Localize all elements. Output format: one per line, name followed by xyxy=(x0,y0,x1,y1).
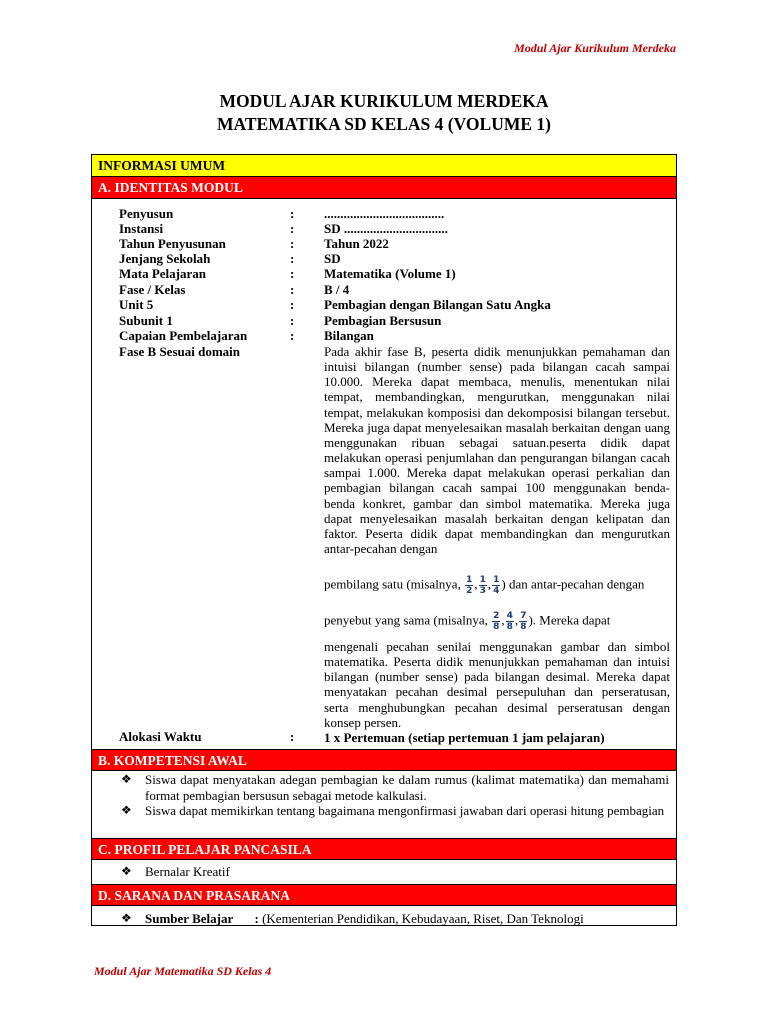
section-kompetensi-awal: B. KOMPETENSI AWAL xyxy=(92,749,676,771)
fraction-line-a-prefix: pembilang satu (misalnya, xyxy=(324,576,465,592)
title-line-2: MATEMATIKA SD KELAS 4 (VOLUME 1) xyxy=(217,114,551,134)
fraction-one-quarter: $\frac{1}{4}$ xyxy=(493,575,500,596)
title-line-1: MODUL AJAR KURIKULUM MERDEKA xyxy=(219,91,549,111)
value-subunit: Pembagian Bersusun xyxy=(324,313,442,328)
section-informasi-umum: INFORMASI UMUM xyxy=(92,155,676,177)
bullet-icon: ❖ xyxy=(121,803,132,817)
label-alokasi-waktu: Alokasi Waktu xyxy=(119,729,202,744)
colon: : xyxy=(290,251,295,266)
value-unit: Pembagian dengan Bilangan Satu Angka xyxy=(324,297,551,312)
value-capaian-domain: Bilangan xyxy=(324,328,374,343)
label-instansi: Instansi xyxy=(119,221,164,236)
footer-note: Modul Ajar Matematika SD Kelas 4 xyxy=(94,964,272,978)
fraction-line-b-suffix: ). Mereka dapat xyxy=(528,612,611,628)
label-capaian-pembelajaran: Capaian Pembelajaran xyxy=(119,328,248,343)
label-subunit: Subunit 1 xyxy=(119,313,173,328)
label-jenjang-sekolah: Jenjang Sekolah xyxy=(119,251,211,266)
value-jenjang-sekolah: SD xyxy=(324,251,341,266)
value-tahun-penyusunan: Tahun 2022 xyxy=(324,236,389,251)
label-unit: Unit 5 xyxy=(119,297,154,312)
bullet-icon: ❖ xyxy=(121,864,132,878)
colon: : xyxy=(290,266,295,281)
label-fase-kelas: Fase / Kelas xyxy=(119,282,186,297)
section-identitas-modul: A. IDENTITAS MODUL xyxy=(92,177,676,199)
kompetensi-item-1: Siswa dapat menyatakan adegan pembagian ke dalam rumus (kalimat matematika) dan memahami format pembagian bersusun sebagai metode kalkulasi. xyxy=(145,772,669,803)
fraction-line-b-prefix: penyebut yang sama (misalnya, xyxy=(324,612,492,628)
colon: : xyxy=(290,206,295,221)
fraction-two-eighths: $\frac{2}{8}$ xyxy=(493,611,500,632)
label-mata-pelajaran: Mata Pelajaran xyxy=(119,266,207,281)
colon: : xyxy=(290,221,295,236)
document-title xyxy=(0,90,768,136)
value-mata-pelajaran: Matematika (Volume 1) xyxy=(324,266,456,281)
value-alokasi-waktu: 1 x Pertemuan (setiap pertemuan 1 jam pelajaran) xyxy=(324,730,605,745)
label-tahun-penyusunan: Tahun Penyusunan xyxy=(119,236,226,251)
colon: : xyxy=(290,729,295,744)
capaian-fraction-line-a: pembilang satu (misalnya, $\frac{1}{2}$ , $\frac{1}{3}$ , $\frac{1}{4}$ ) dan antar-pecahan dengan xyxy=(324,575,645,596)
profil-item-1: Bernalar Kreatif xyxy=(145,864,230,879)
sumber-belajar-value: (Kementerian Pendidikan, Kebudayaan, Riset, Dan Teknologi xyxy=(262,911,584,926)
section-sarana-prasarana: D. SARANA DAN PRASARANA xyxy=(92,884,676,906)
section-profil-pelajar-pancasila: C. PROFIL PELAJAR PANCASILA xyxy=(92,838,676,860)
bullet-icon: ❖ xyxy=(121,911,132,925)
fraction-line-a-suffix: ) dan antar-pecahan dengan xyxy=(501,576,645,592)
sarana-item-1 xyxy=(145,911,669,927)
label-fase-b-domain: Fase B Sesuai domain xyxy=(119,344,240,359)
kompetensi-item-2: Siswa dapat memikirkan tentang bagaimana mengonfirmasi jawaban dari operasi hitung pembagian xyxy=(145,803,665,818)
value-fase-kelas: B / 4 xyxy=(324,282,350,297)
colon: : xyxy=(254,911,259,926)
fraction-four-eighths: $\frac{4}{8}$ xyxy=(506,611,513,632)
fraction-one-half: $\frac{1}{2}$ xyxy=(466,575,473,596)
colon: : xyxy=(290,236,295,251)
capaian-paragraph-2: mengenali pecahan senilai menggunakan gambar dan simbol matematika. Peserta didik menunjukkan pemahaman dan intuisi bilangan (number sense) pada bilangan desimal. Mereka dapat menyatakan pecahan desimal persepuluhan dan perseratusan, serta menghubungkan pecahan desimal perseratusan dengan konsep persen. xyxy=(324,639,670,730)
colon: : xyxy=(290,313,295,328)
bullet-icon: ❖ xyxy=(121,772,132,786)
capaian-fraction-line-b: penyebut yang sama (misalnya, $\frac{2}{8}$ , $\frac{4}{8}$ , $\frac{7}{8}$ ). Mereka dapat xyxy=(324,611,611,632)
colon: : xyxy=(290,282,295,297)
fraction-seven-eighths: $\frac{7}{8}$ xyxy=(520,611,527,632)
module-table xyxy=(91,154,677,926)
fraction-one-third: $\frac{1}{3}$ xyxy=(479,575,486,596)
capaian-paragraph-1: Pada akhir fase B, peserta didik menunjukkan pemahaman dan intuisi bilangan (number sense) pada bilangan cacah sampai 10.000. Mereka dapat membaca, menulis, menentukan nilai tempat, membandingkan, mengurutkan, menggunakan nilai tempat, melakukan komposisi dan dekomposisi bilangan tersebut. Mereka juga dapat menyelesaikan masalah berkaitan dengan uang menggunakan ribuan sebagai satuan.peserta didik dapat melakukan operasi penjumlahan dan pengurangan bilangan cacah sampai 1.000. Mereka dapat melakukan operasi perkalian dan pembagian bilangan cacah sampai 100 menggunakan benda-benda konkret, gambar dan simbol matematika. Mereka juga dapat menyelesaikan masalah berkaitan dengan kelipatan dan faktor. Peserta didik dapat membandingkan dan mengurutkan antar-pecahan dengan xyxy=(324,344,670,557)
colon: : xyxy=(290,297,295,312)
colon: : xyxy=(290,328,295,343)
header-note: Modul Ajar Kurikulum Merdeka xyxy=(514,41,676,55)
sumber-belajar-label: Sumber Belajar xyxy=(145,911,234,926)
value-instansi: SD ................................ xyxy=(324,221,448,236)
label-penyusun: Penyusun xyxy=(119,206,174,221)
value-penyusun: ..................................... xyxy=(324,206,445,221)
